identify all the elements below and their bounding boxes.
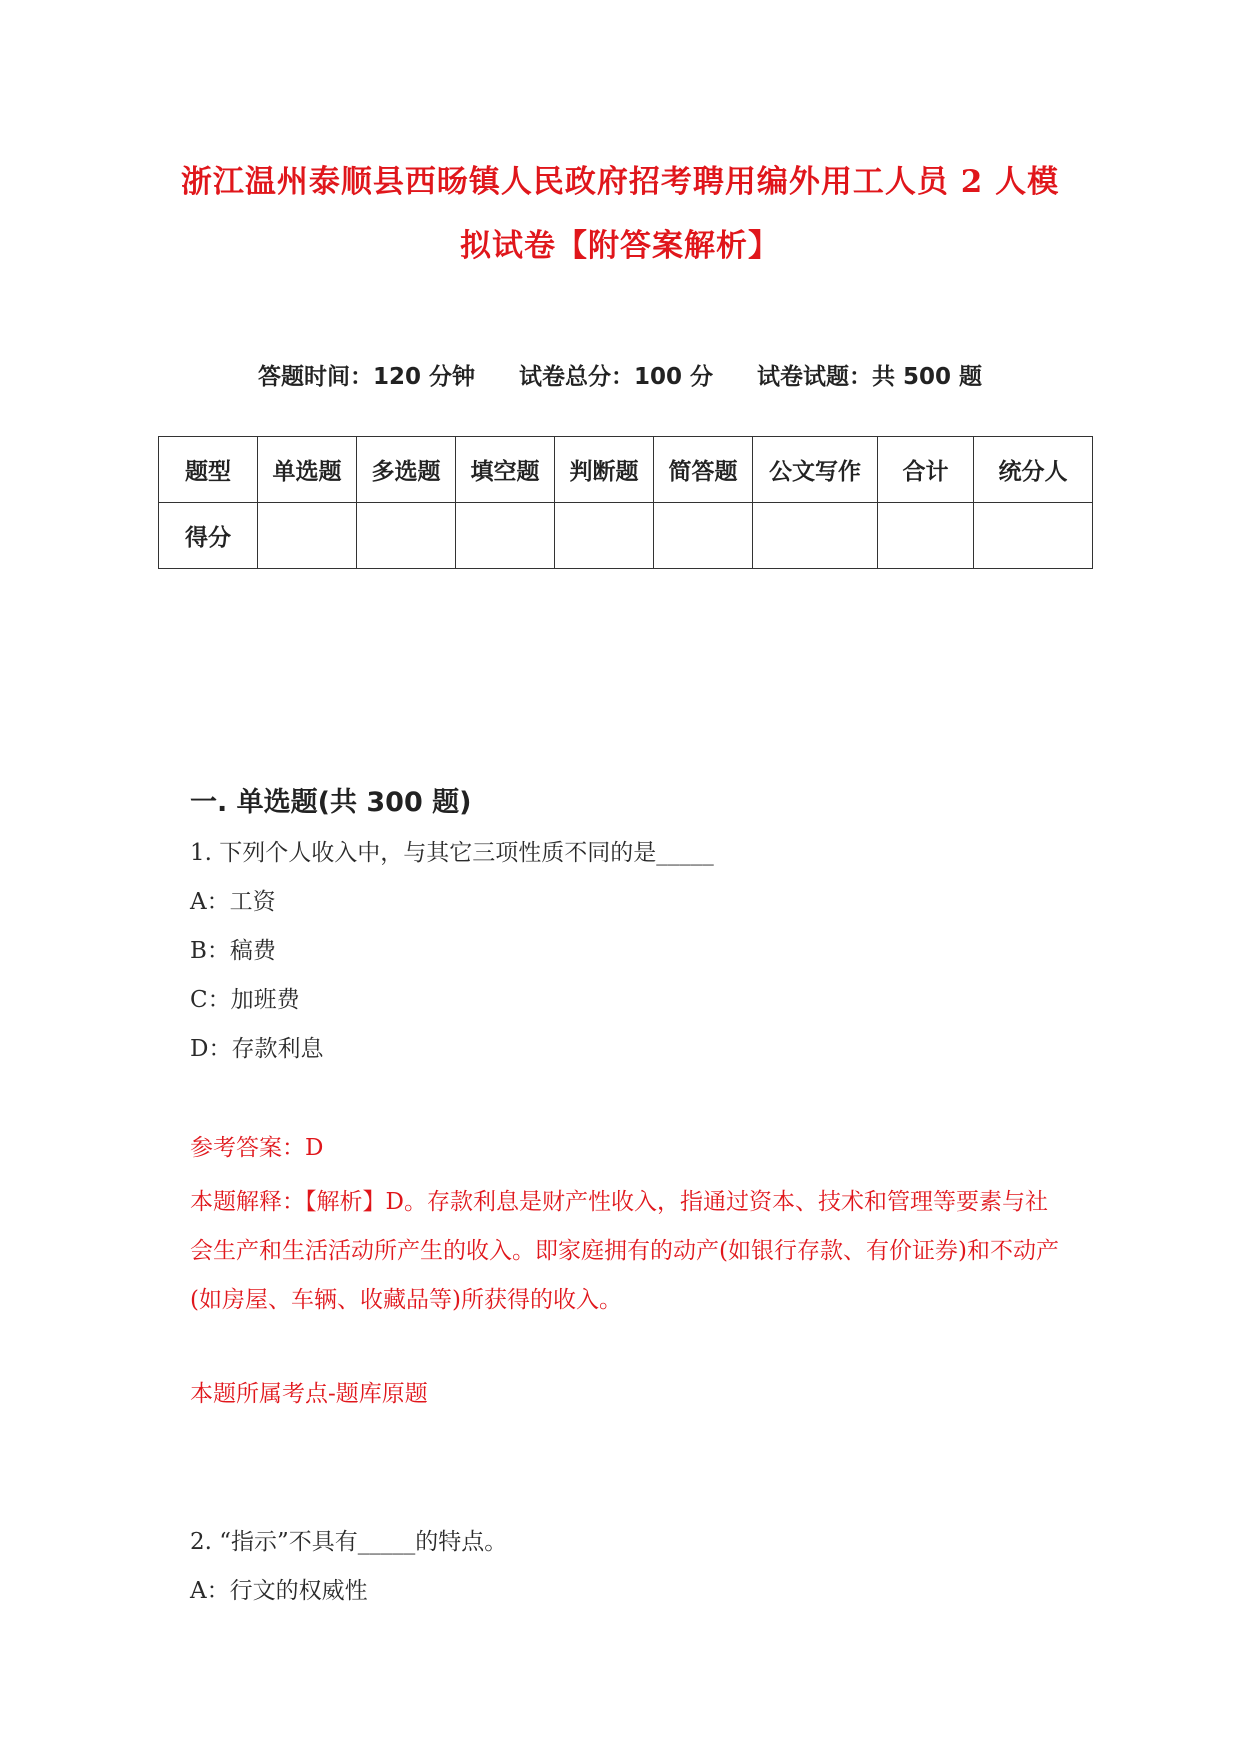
score-cell (456, 503, 555, 569)
exam-meta (0, 358, 1240, 391)
question-1-topic: 本题所属考点-题库原题 (190, 1381, 428, 1407)
score-cell (258, 503, 357, 569)
row-label-cell: 得分 (159, 503, 258, 569)
header-cell: 简答题 (654, 437, 753, 503)
header-cell: 统分人 (974, 437, 1093, 503)
question-1-option-a: A：工资 (190, 889, 276, 915)
question-1-option-c: C：加班费 (190, 987, 300, 1013)
header-cell: 公文写作 (753, 437, 878, 503)
score-table-score-row (159, 503, 1093, 569)
score-cell (974, 503, 1093, 569)
question-2-option-a: A：行文的权威性 (190, 1578, 368, 1604)
question-1-explanation: 本题解释：【解析】D。存款利息是财产性收入，指通过资本、技术和管理等要素与社会生产和生活活动所产生的收入。即家庭拥有的动产(如银行存款、有价证券)和不动产(如房屋、车辆、收藏品等)所获得的收入。 (190, 1189, 1059, 1313)
score-cell (555, 503, 654, 569)
score-cell (753, 503, 878, 569)
score-cell (357, 503, 456, 569)
header-cell: 题型 (159, 437, 258, 503)
header-cell: 填空题 (456, 437, 555, 503)
question-1-stem: 1. 下列个人收入中，与其它三项性质不同的是_____ (190, 840, 714, 866)
header-cell: 判断题 (555, 437, 654, 503)
score-table-header-row (159, 437, 1093, 503)
exam-total-score: 试卷总分：100 分 (518, 364, 714, 390)
header-cell: 合计 (878, 437, 974, 503)
header-cell: 多选题 (357, 437, 456, 503)
question-1-option-d: D：存款利息 (190, 1036, 324, 1062)
question-1-option-b: B：稿费 (190, 938, 276, 964)
document-title: 浙江温州泰顺县西旸镇人民政府招考聘用编外用工人员 2 人模拟试卷【附答案解析】 (180, 164, 1060, 264)
score-table (158, 436, 1093, 569)
section-heading: 一. 单选题(共 300 题) (190, 787, 472, 818)
exam-time: 答题时间：120 分钟 (257, 364, 475, 390)
exam-question-count: 试卷试题：共 500 题 (757, 364, 983, 390)
score-cell (878, 503, 974, 569)
question-1-answer: 参考答案：D (190, 1135, 324, 1161)
question-2-stem: 2. “指示”不具有_____的特点。 (190, 1529, 508, 1555)
header-cell: 单选题 (258, 437, 357, 503)
score-cell (654, 503, 753, 569)
